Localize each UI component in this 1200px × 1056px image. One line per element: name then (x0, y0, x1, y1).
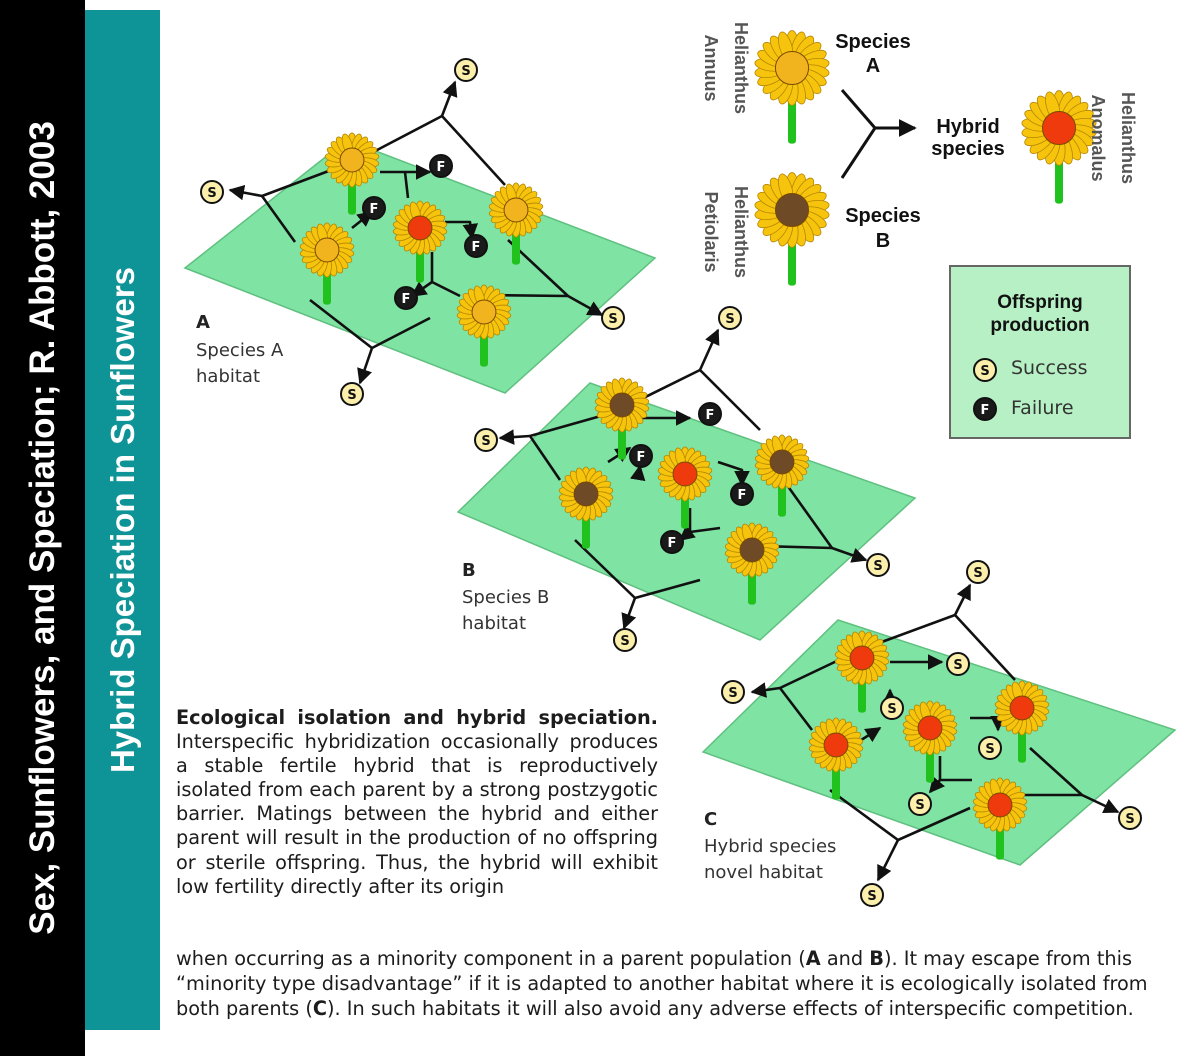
caption (176, 706, 658, 899)
svg-text:F: F (737, 488, 747, 503)
mate-line-a4 (442, 82, 455, 116)
species-a-latin-line2: Annuus (701, 34, 721, 102)
mate-line-a2 (230, 190, 262, 196)
hybrid-flower (1021, 90, 1097, 203)
panel-b-success-2 (475, 429, 497, 451)
panel-a-failure-1 (430, 155, 452, 177)
panel-c-success-7 (1119, 807, 1141, 829)
species-b-flower (754, 172, 830, 285)
hybrid-latin-line2: Anomalus (1088, 94, 1108, 182)
species-b-latin-line1: Helianthus (731, 185, 751, 279)
panel-a-line1: Species A (196, 340, 284, 361)
panel-a-line2: habitat (196, 366, 261, 387)
svg-text:S: S (608, 312, 618, 327)
svg-text:F: F (369, 202, 379, 217)
mate-line-b8 (624, 598, 635, 628)
caption-ref-c: C (312, 997, 327, 1020)
svg-text:S: S (915, 798, 925, 813)
panel-b-line1: Species B (462, 587, 550, 608)
key-cross-arrow (842, 90, 915, 178)
species-b-label: Species (845, 205, 921, 227)
svg-text:S: S (1125, 812, 1135, 827)
caption-continued (176, 946, 1188, 1021)
mate-line-b2 (500, 436, 530, 438)
svg-text:F: F (667, 536, 677, 551)
svg-text:F: F (636, 450, 646, 465)
panel-c-success-1 (967, 561, 989, 583)
svg-text:S: S (985, 742, 995, 757)
svg-text:F: F (705, 408, 715, 423)
legend-failure-badge (974, 398, 996, 420)
svg-text:S: S (980, 364, 990, 379)
panel-c-line2: novel habitat (704, 862, 823, 883)
caption-body: Interspecific hybridization occasionally produces a stable fertile hybrid that is reproductively isolated from each parent by a strong postzygotic barrier. Matings between the hybrid and either parent will result in the production of no offspring or sterile offspring. Thus, the hybrid will exhibit low fertility directly after its origin (176, 730, 658, 898)
caption-ref-a: A (805, 947, 821, 970)
svg-text:S: S (620, 634, 630, 649)
panel-c-line1: Hybrid species (704, 836, 837, 857)
panel-c-success-4 (881, 697, 903, 719)
caption-ref-b: B (869, 947, 884, 970)
panel-b-failure-2 (630, 445, 652, 467)
mate-line-c8 (878, 840, 898, 880)
svg-text:S: S (953, 658, 963, 673)
legend-success-label: Success (1011, 357, 1088, 379)
panel-b-line2: habitat (462, 613, 527, 634)
panel-a-success-2 (201, 181, 223, 203)
mate-line-b4 (700, 330, 718, 370)
caption-cont-2: ). It may escape from this “minority type disadvantage” if it is adapted to another habitat where it is ecologically isolated from both parents ( (176, 947, 1148, 1020)
species-a-label: Species (835, 31, 911, 53)
svg-text:S: S (728, 686, 738, 701)
svg-text:S: S (461, 64, 471, 79)
species-a-latin-line1: Helianthus (731, 21, 751, 115)
legend-title-1: Offspring (997, 292, 1083, 313)
svg-text:S: S (207, 186, 217, 201)
caption-and: and (820, 947, 870, 970)
svg-text:S: S (887, 702, 897, 717)
mate-line-a8 (360, 348, 372, 383)
panel-c-success-3 (947, 653, 969, 675)
panel-b-success-3 (867, 554, 889, 576)
svg-text:F: F (401, 292, 411, 307)
species-a-flower (754, 30, 830, 143)
species-b-latin-line2: Petiolaris (701, 191, 721, 273)
panel-b-failure-3 (731, 483, 753, 505)
series-title: Sex, Sunflowers, and Speciation; R. Abbott, 2003 (23, 121, 62, 935)
legend-failure-label: Failure (1011, 397, 1074, 419)
panel-c-success-2 (722, 681, 744, 703)
topic-title: Hybrid Speciation in Sunflowers (104, 266, 141, 774)
panel-c-success-5 (979, 737, 1001, 759)
svg-text:S: S (481, 434, 491, 449)
species-a-letter: A (865, 55, 881, 77)
panel-a-failure-3 (465, 235, 487, 257)
svg-text:F: F (980, 403, 990, 418)
panel-b-success-1 (719, 307, 741, 329)
panel-b-failure-1 (699, 403, 721, 425)
svg-text:S: S (973, 566, 983, 581)
caption-lead: Ecological isolation and hybrid speciation. (176, 706, 658, 729)
legend-title-2: production (990, 315, 1090, 336)
hybrid-latin-line1: Helianthus (1118, 91, 1138, 185)
panel-b-success-4 (614, 629, 636, 651)
panel-a-failure-4 (395, 287, 417, 309)
panel-c-success-6 (909, 793, 931, 815)
svg-text:S: S (873, 559, 883, 574)
caption-cont-3: ). In such habitats it will also avoid any adverse effects of interspecific competition. (327, 997, 1134, 1020)
species-b-letter: B (875, 230, 891, 252)
svg-text:S: S (725, 312, 735, 327)
svg-text:F: F (436, 160, 446, 175)
panel-a-failure-2 (363, 197, 385, 219)
legend-success-badge (974, 359, 996, 381)
hybrid-label-2: species (931, 138, 1005, 160)
panel-b-letter: B (462, 560, 476, 581)
panel-a-success-4 (341, 383, 363, 405)
svg-text:S: S (347, 388, 357, 403)
panel-a-letter: A (196, 312, 210, 333)
caption-cont-1: when occurring as a minority component in a parent population ( (176, 947, 806, 970)
panel-c-letter: C (704, 809, 718, 830)
svg-text:S: S (867, 889, 877, 904)
panel-b-failure-4 (661, 531, 683, 553)
panel-a-success-3 (602, 307, 624, 329)
mate-line-c4 (955, 585, 970, 615)
panel-c-success-8 (861, 884, 883, 906)
hybrid-label: Hybrid (936, 116, 1000, 138)
svg-text:F: F (471, 240, 481, 255)
panel-a-success-1 (455, 59, 477, 81)
